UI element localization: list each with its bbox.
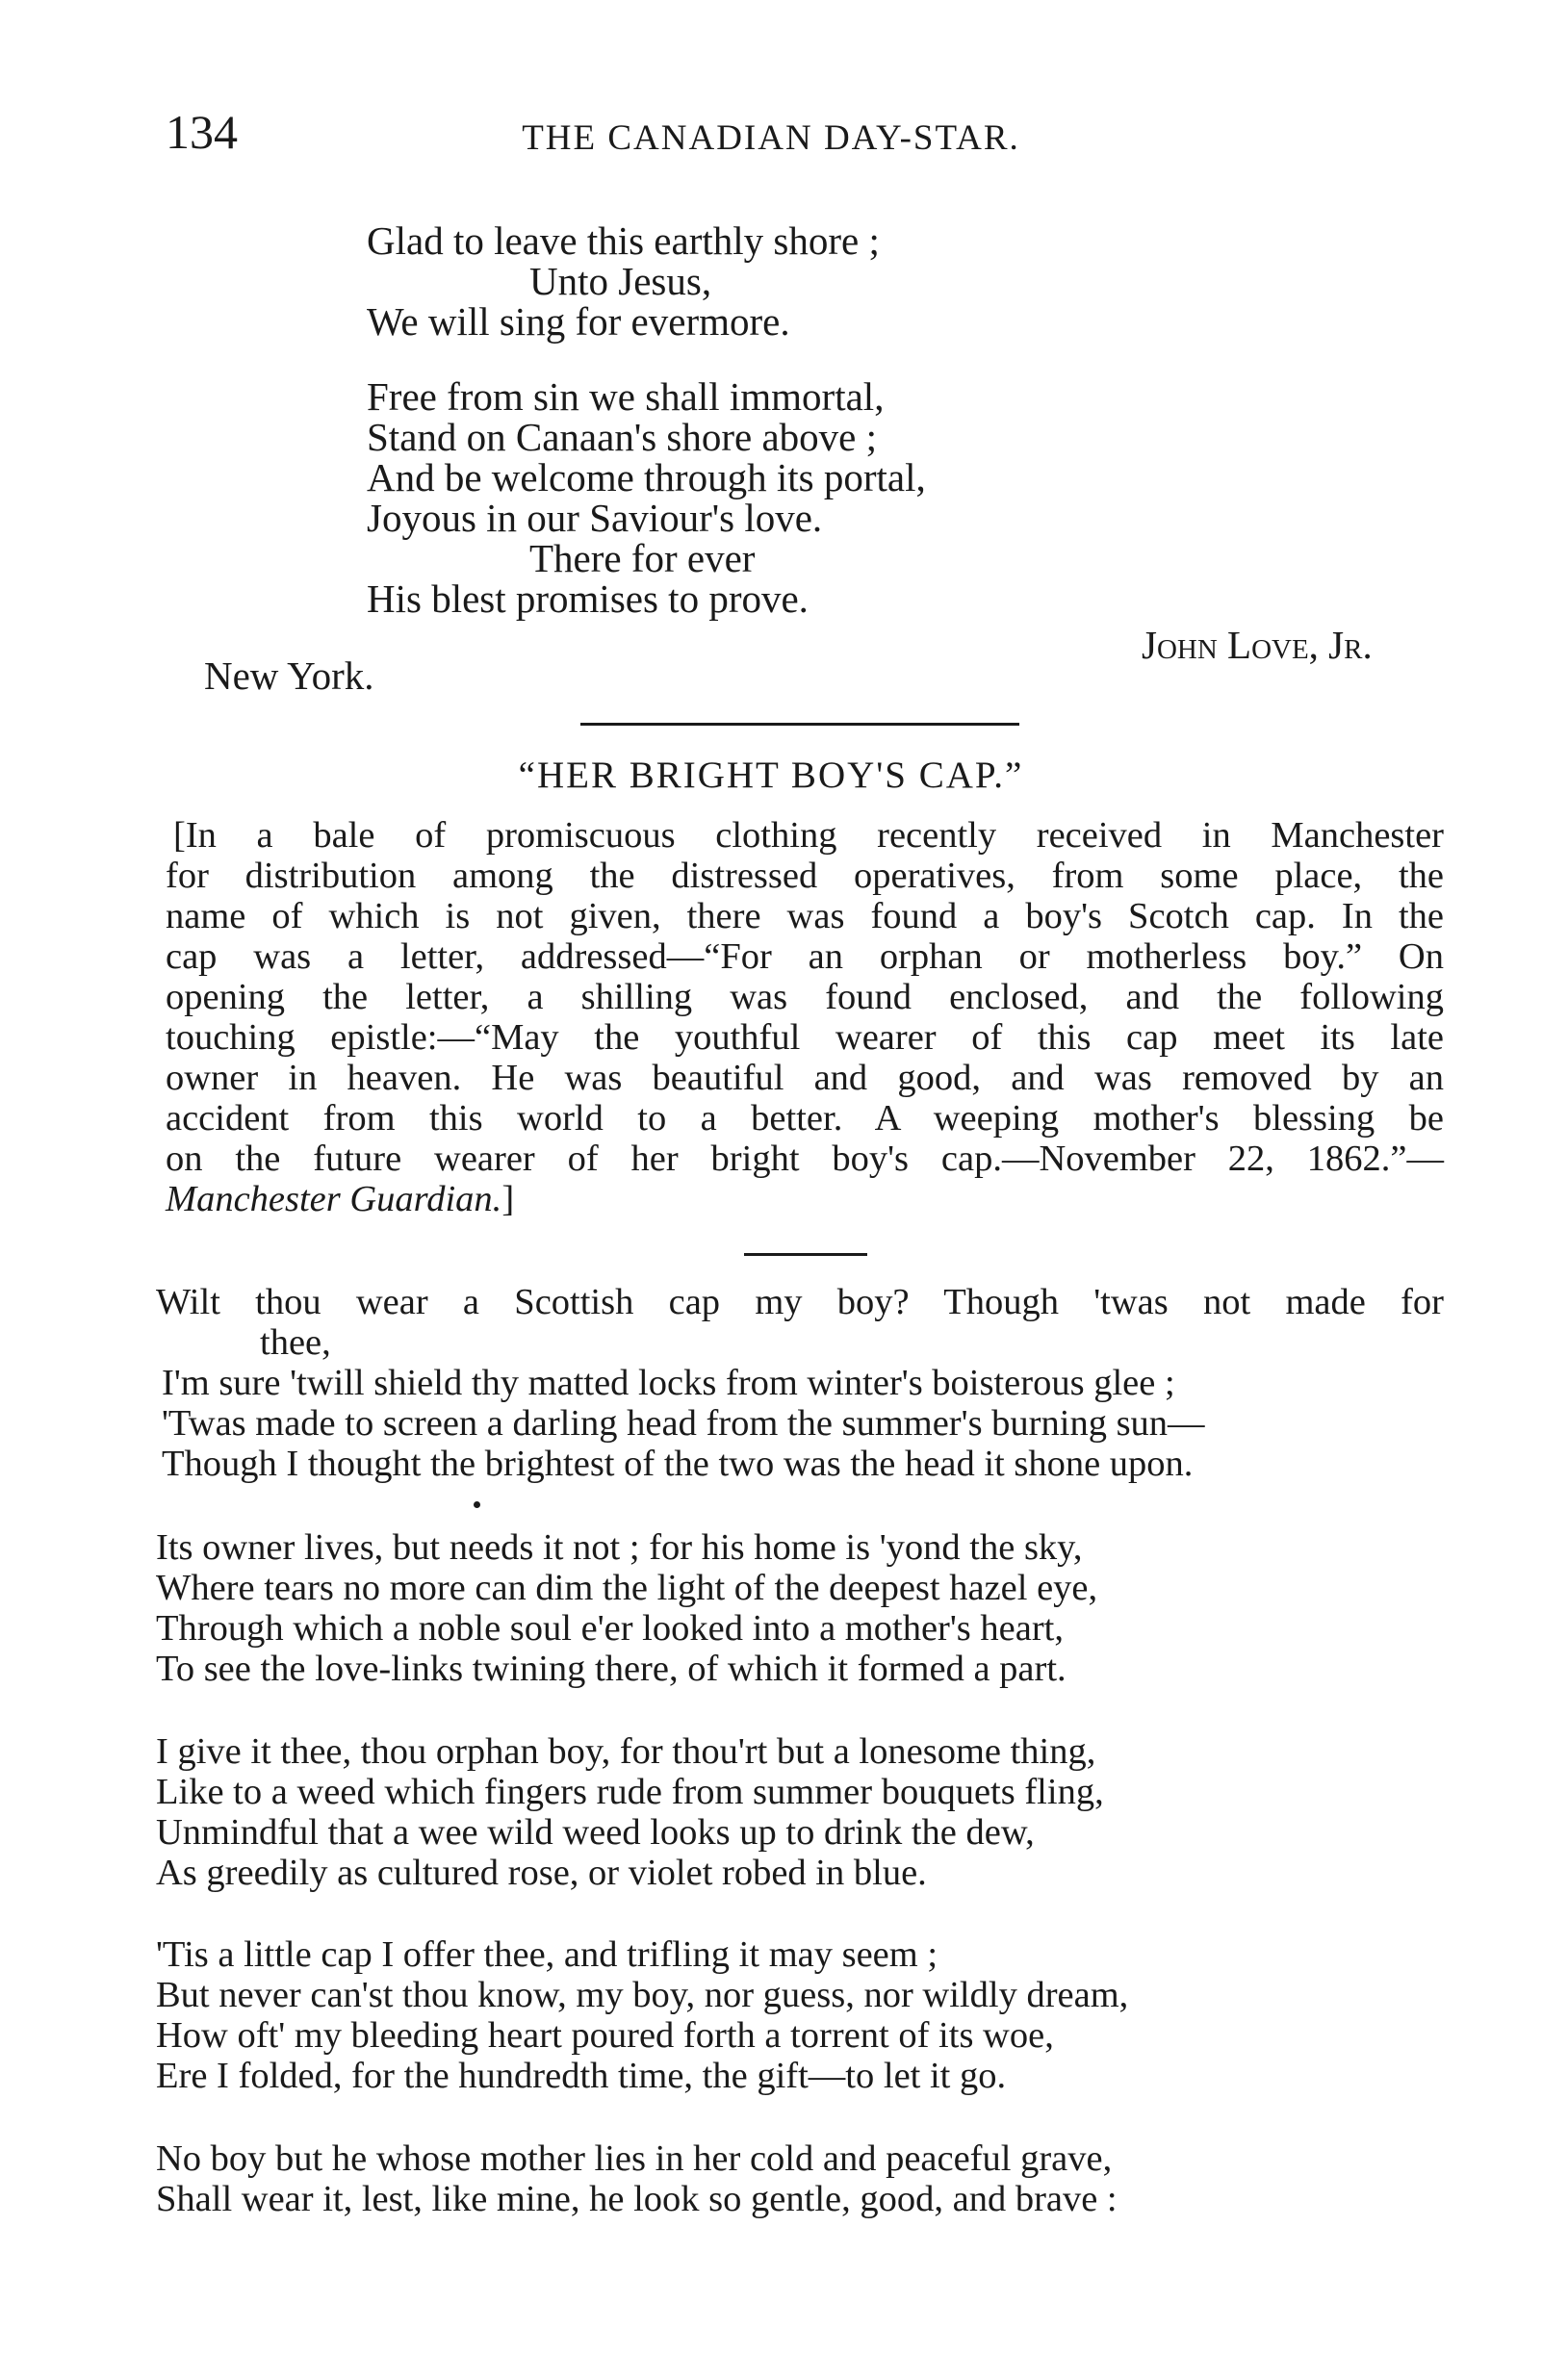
poem-line: There for ever [529,536,756,580]
intro-line: cap was a letter, addressed—“For an orphan or motherless boy.” On [166,936,1444,977]
poem-line: His blest promises to prove. [367,576,809,621]
poem-line: Unto Jesus, [529,259,712,303]
poem-line: Free from sin we shall immortal, [367,374,885,419]
poem-line: Like to a weed which fingers rude from summer bouquets fling, [156,1772,1104,1812]
section-divider [580,723,1019,726]
stray-mark [474,1501,480,1508]
intro-line: accident from this world to a better. A weeping mother's blessing be [166,1098,1444,1139]
intro-line: owner in heaven. He was beautiful and good, and was removed by an [166,1058,1444,1098]
poem-line: Ere I folded, for the hundredth time, the gift—to let it go. [156,2056,1007,2096]
poem-line: Glad to leave this earthly shore ; [367,218,880,263]
poem-line: To see the love-links twining there, of which it formed a part. [156,1649,1067,1689]
author-signature: John Love, Jr. [1142,623,1373,667]
intro-close-bracket: ] [501,1179,515,1219]
intro-line: for distribution among the distressed operatives, from some place, the [166,856,1444,896]
article-title: “HER BRIGHT BOY'S CAP.” [518,755,1024,796]
poem-line: As greedily as cultured rose, or violet robed in blue. [156,1853,927,1893]
intro-source-line [166,1180,514,1220]
poem-line: Joyous in our Saviour's love. [367,496,823,540]
intro-line: [In a bale of promiscuous clothing recently received in Manchester [173,815,1444,856]
poem-line: thee, [260,1322,331,1363]
poem-line: Through which a noble soul e'er looked into a mother's heart, [156,1608,1064,1649]
intro-line: touching epistle:—“May the youthful wearer of this cap meet its late [166,1017,1444,1058]
poem-line: We will sing for evermore. [367,299,790,344]
poem-line: But never can'st thou know, my boy, nor guess, nor wildly dream, [156,1975,1129,2015]
poem-line: No boy but he whose mother lies in her cold and peaceful grave, [156,2138,1113,2179]
short-divider [744,1253,867,1256]
intro-source: Manchester Guardian. [166,1179,502,1219]
poem-line: Wilt thou wear a Scottish cap my boy? Though 'twas not made for [156,1282,1444,1322]
poem-line: 'Twas made to screen a darling head from the summer's burning sun— [162,1403,1205,1444]
poem-line: Stand on Canaan's shore above ; [367,415,878,459]
poem-line: How oft' my bleeding heart poured forth a torrent of its woe, [156,2015,1054,2056]
poem-line: And be welcome through its portal, [367,455,926,499]
intro-line: opening the letter, a shilling was found enclosed, and the following [166,977,1444,1017]
poem-line: Unmindful that a wee wild weed looks up to drink the dew, [156,1812,1035,1853]
poem-line: 'Tis a little cap I offer thee, and trifling it may seem ; [156,1934,938,1975]
poem-line: Shall wear it, lest, like mine, he look so gentle, good, and brave : [156,2179,1118,2219]
place-of-origin: New York. [204,653,374,698]
intro-line: on the future wearer of her bright boy's cap.—November 22, 1862.”— [166,1139,1444,1179]
poem-line: Its owner lives, but needs it not ; for his home is 'yond the sky, [156,1527,1083,1568]
intro-line: name of which is not given, there was found a boy's Scotch cap. In the [166,896,1444,936]
page-number: 134 [166,105,238,159]
poem-line: I'm sure 'twill shield thy matted locks from winter's boisterous glee ; [162,1363,1175,1403]
poem-line: Though I thought the brightest of the two was the head it shone upon. [162,1444,1194,1484]
poem-line: Where tears no more can dim the light of the deepest hazel eye, [156,1568,1098,1608]
poem-line: I give it thee, thou orphan boy, for thou'rt but a lonesome thing, [156,1731,1096,1772]
running-title: THE CANADIAN DAY-STAR. [522,118,1020,158]
